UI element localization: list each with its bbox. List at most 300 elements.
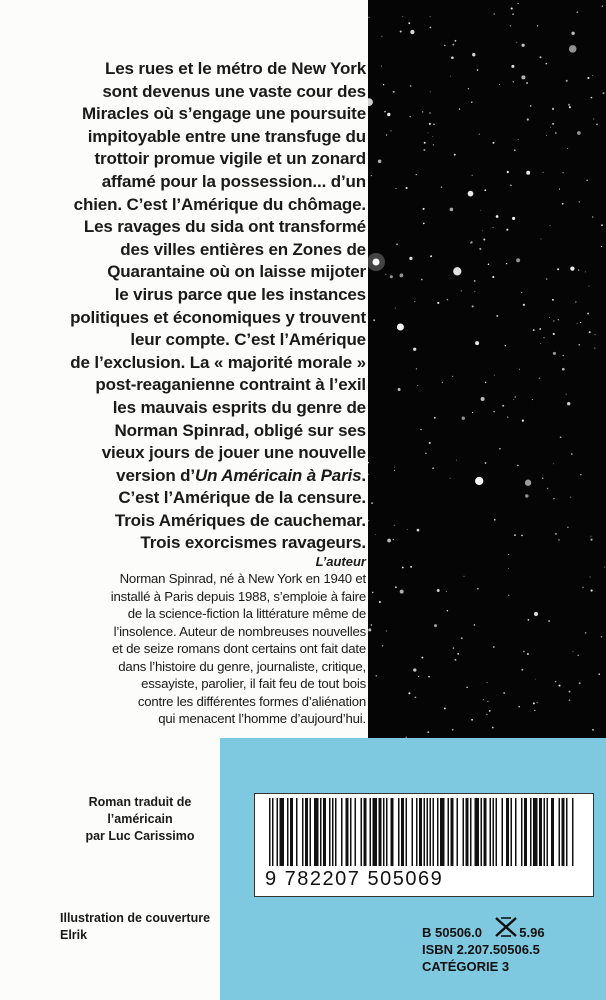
star — [562, 172, 563, 173]
star — [434, 417, 436, 419]
barcode-bar — [401, 798, 404, 866]
star — [588, 286, 589, 287]
bio-line: Norman Spinrad, né à New York en 1940 et — [119, 571, 366, 586]
barcode-bar — [572, 798, 574, 866]
blurb-line-text: Trois Amériques de cauchemar. — [114, 510, 366, 530]
barcode-bar — [424, 798, 426, 866]
star — [503, 692, 505, 694]
star — [527, 619, 529, 621]
star — [568, 104, 570, 106]
barcode-bar — [364, 798, 367, 866]
blurb-line — [40, 261, 366, 284]
star — [459, 108, 460, 109]
star — [408, 22, 410, 24]
barcode-bar — [539, 798, 542, 866]
star — [468, 88, 469, 89]
blurb-line — [40, 487, 366, 510]
star — [489, 710, 491, 712]
barcode-bar — [332, 798, 334, 866]
barcode — [254, 793, 594, 897]
star — [569, 106, 571, 108]
star — [429, 442, 431, 444]
star — [598, 673, 600, 675]
star — [494, 375, 495, 376]
blurb-line-text: affamé pour la possession... d’un — [101, 171, 366, 191]
star — [589, 331, 591, 333]
star — [368, 474, 369, 475]
star — [492, 276, 494, 278]
barcode-bar — [547, 798, 549, 866]
star — [408, 692, 410, 694]
star — [450, 478, 451, 479]
star — [601, 224, 603, 226]
star — [483, 239, 485, 241]
star — [578, 344, 580, 346]
star — [569, 691, 571, 693]
barcode-bar — [373, 798, 378, 866]
star — [543, 337, 544, 338]
star — [381, 36, 382, 37]
star — [472, 305, 474, 307]
barcode-bar — [406, 798, 408, 866]
blurb-line — [40, 81, 366, 104]
blurb-line-text: les mauvais esprits du genre de — [112, 397, 366, 417]
star — [378, 160, 382, 164]
star — [484, 189, 486, 191]
barcode-bar — [346, 798, 349, 866]
star — [386, 630, 387, 631]
star — [507, 417, 508, 418]
star — [592, 75, 593, 76]
star — [475, 341, 479, 345]
star — [547, 488, 548, 489]
star — [553, 352, 556, 355]
star — [420, 429, 421, 430]
star — [471, 102, 472, 103]
blurb-line-text: le virus parce que les instances — [114, 284, 366, 304]
barcode-bar — [412, 798, 414, 866]
star — [432, 467, 434, 469]
star — [394, 525, 395, 526]
star — [472, 412, 473, 413]
star — [550, 225, 551, 226]
price-codes — [422, 924, 582, 975]
blurb-line — [40, 374, 366, 397]
star — [577, 131, 581, 135]
star — [516, 42, 517, 43]
star — [502, 405, 504, 407]
barcode-bar — [562, 798, 565, 866]
star — [385, 274, 386, 275]
star — [393, 91, 395, 93]
star — [541, 238, 542, 239]
blurb-line-text: Quarantaine où on laisse mijoter — [107, 262, 366, 282]
star — [373, 319, 375, 321]
star — [601, 246, 602, 247]
star — [505, 345, 506, 346]
star — [487, 701, 488, 702]
star — [472, 175, 473, 176]
barcode-bar — [398, 798, 400, 866]
blurb-line-suffix: . — [361, 465, 366, 485]
star — [413, 668, 416, 671]
star — [514, 534, 516, 536]
star — [513, 399, 514, 400]
star — [592, 729, 594, 731]
star — [595, 334, 596, 335]
star — [579, 682, 581, 684]
barcode-bar — [341, 798, 343, 866]
star — [387, 539, 391, 543]
star — [552, 108, 554, 110]
star — [526, 82, 528, 84]
star — [368, 17, 369, 18]
star — [402, 16, 403, 17]
star — [455, 40, 457, 42]
illustration-line-1: Illustration de couverture — [60, 911, 211, 925]
barcode-bar — [475, 798, 480, 866]
star — [591, 97, 593, 99]
star — [486, 714, 487, 715]
barcode-bar — [440, 798, 445, 866]
barcode-bars — [263, 798, 583, 868]
blurb-line-text: trottoir promue vigile et un zonard — [94, 149, 366, 169]
star — [592, 216, 593, 217]
star — [508, 595, 509, 596]
star — [492, 727, 494, 729]
star — [559, 189, 560, 190]
star — [558, 539, 560, 541]
star — [417, 529, 420, 532]
star — [555, 533, 557, 535]
star — [571, 32, 574, 35]
star — [400, 30, 402, 32]
star — [430, 27, 432, 29]
star — [527, 118, 529, 120]
star — [397, 323, 404, 330]
star — [430, 16, 431, 17]
star — [422, 111, 423, 112]
barcode-bar — [350, 798, 352, 866]
star — [512, 217, 515, 220]
blurb-line — [40, 307, 366, 330]
barcode-bar — [287, 798, 289, 866]
blurb-line-text: leur compte. C’est l’Amérique — [130, 330, 366, 350]
star — [532, 399, 533, 400]
barcode-bar — [379, 798, 382, 866]
barcode-bar — [386, 798, 388, 866]
barcode-bar — [490, 798, 492, 866]
bio-line: dans l’histoire du genre, journaliste, critique, — [118, 658, 366, 674]
star — [384, 111, 386, 113]
star — [558, 319, 559, 320]
barcode-bar — [493, 798, 495, 866]
star — [474, 624, 476, 626]
code-price: 5.96 — [519, 925, 545, 940]
star — [407, 529, 408, 530]
barcode-bar — [329, 798, 331, 866]
bio-line: qui menacent l’homme d’aujourd’hui. — [158, 711, 366, 726]
blurb-line-text: Miracles où s’engage une poursuite — [82, 104, 366, 124]
star — [562, 368, 565, 371]
blurb-line-text: politiques et économiques y trouvent — [70, 307, 366, 327]
star — [521, 669, 523, 671]
star — [386, 134, 387, 135]
star — [530, 105, 532, 107]
barcode-bar — [383, 798, 385, 866]
bright-star — [373, 259, 380, 266]
star — [535, 679, 536, 680]
star — [483, 699, 484, 700]
star — [586, 179, 588, 181]
star — [493, 411, 494, 412]
star — [590, 577, 591, 578]
star — [521, 292, 522, 293]
star — [437, 302, 439, 304]
star — [382, 645, 383, 646]
barcode-bar — [302, 798, 304, 866]
star — [525, 494, 528, 497]
barcode-bar — [551, 798, 554, 866]
barcode-bar — [391, 798, 394, 866]
star — [603, 92, 605, 94]
star — [590, 539, 592, 541]
star — [601, 636, 603, 638]
star — [475, 477, 483, 485]
star — [566, 394, 567, 395]
star — [572, 651, 573, 652]
star — [525, 480, 531, 486]
star — [468, 191, 474, 197]
star — [450, 76, 451, 77]
author-bio — [40, 570, 366, 728]
star — [457, 653, 459, 655]
star — [371, 624, 372, 625]
barcode-bar — [544, 798, 546, 866]
star — [562, 355, 564, 357]
barcode-bar — [305, 798, 308, 866]
barcode-bar — [430, 798, 432, 866]
bio-line: installé à Paris depuis 1988, s’emploie à faire — [110, 588, 366, 604]
star — [521, 44, 524, 47]
star — [472, 53, 475, 56]
barcode-bar — [320, 798, 322, 866]
blurb-line — [40, 329, 366, 352]
blurb-line — [40, 352, 366, 375]
blurb-line — [40, 397, 366, 420]
barcode-bar — [370, 798, 372, 866]
star — [516, 258, 520, 262]
star — [391, 130, 392, 131]
barcode-bar — [559, 798, 561, 866]
star — [539, 328, 541, 330]
star — [496, 315, 498, 317]
star — [383, 84, 384, 85]
star — [474, 291, 475, 292]
star — [569, 45, 577, 53]
star — [482, 230, 483, 231]
star — [543, 172, 544, 173]
star — [540, 343, 541, 344]
star — [416, 174, 417, 175]
star — [553, 333, 555, 335]
star — [402, 567, 404, 569]
blurb-line-text: Norman Spinrad, obligé sur ses — [114, 420, 366, 440]
blurb-line-text: vieux jours de jouer une nouvelle — [101, 443, 366, 463]
star — [552, 299, 554, 301]
star — [523, 651, 525, 653]
star — [533, 702, 535, 704]
star — [515, 396, 516, 397]
barcode-bar — [355, 798, 357, 866]
star — [441, 186, 443, 188]
barcode-bar — [466, 798, 469, 866]
barcode-bar — [521, 798, 523, 866]
star — [562, 203, 564, 205]
blurb-line — [40, 442, 366, 465]
star — [577, 323, 578, 324]
star — [585, 632, 587, 634]
star — [552, 123, 554, 125]
blurb-line — [40, 284, 366, 307]
star — [477, 69, 479, 71]
star — [425, 453, 426, 454]
barcode-bar — [269, 798, 271, 866]
star — [387, 113, 390, 116]
star — [569, 699, 571, 701]
star — [578, 269, 579, 270]
star — [508, 568, 509, 569]
blurb-line — [40, 148, 366, 171]
star — [456, 460, 457, 461]
blurb-line — [40, 532, 366, 555]
illustration-line-2: Elrik — [60, 928, 88, 942]
blurb-line — [40, 420, 366, 443]
author-heading: L’auteur — [315, 554, 366, 569]
barcode-bar — [419, 798, 422, 866]
star — [499, 84, 500, 85]
blurb-line — [40, 510, 366, 533]
star — [424, 142, 426, 144]
barcode-bar — [484, 798, 487, 866]
star — [518, 139, 519, 140]
barcode-bar — [277, 798, 279, 866]
barcode-bar — [335, 798, 337, 866]
star — [518, 3, 519, 4]
star — [471, 719, 473, 721]
star — [452, 376, 453, 377]
star — [521, 535, 523, 537]
barcode-bar — [481, 798, 483, 866]
star — [485, 382, 487, 384]
star — [596, 124, 598, 126]
barcode-bar — [448, 798, 450, 866]
star — [433, 144, 434, 145]
star — [447, 610, 448, 611]
star — [409, 257, 412, 260]
star — [593, 118, 594, 119]
star — [450, 208, 454, 212]
star — [534, 612, 538, 616]
star — [580, 322, 581, 323]
blurb-text — [40, 58, 366, 555]
star — [452, 729, 454, 731]
star — [451, 56, 454, 59]
star — [368, 628, 371, 631]
barcode-bar — [290, 798, 293, 866]
barcode-digits: 9 782207 505069 — [265, 868, 444, 890]
barcode-bar — [470, 798, 472, 866]
star — [368, 520, 369, 521]
book-title-italic: Un Américain à Paris — [194, 465, 362, 485]
star — [519, 369, 520, 370]
star — [510, 185, 512, 187]
star — [488, 264, 490, 266]
category: CATÉGORIE 3 — [422, 959, 510, 974]
star — [444, 45, 446, 47]
code-row-1 — [422, 924, 582, 941]
star — [510, 25, 511, 26]
bio-line: de la science-fiction la littérature même de — [127, 606, 366, 621]
star — [548, 620, 550, 622]
star — [560, 436, 562, 438]
star — [415, 696, 417, 698]
star — [434, 624, 437, 627]
star — [462, 417, 465, 420]
star — [452, 44, 454, 46]
star — [410, 116, 411, 117]
star — [413, 348, 416, 351]
blurb-line-text: version d’ — [116, 465, 195, 485]
star — [444, 707, 446, 709]
star — [493, 227, 494, 228]
star — [481, 397, 485, 401]
star — [430, 91, 431, 92]
star — [507, 171, 509, 173]
star — [423, 208, 425, 210]
barcode-bar — [323, 798, 326, 866]
star — [400, 590, 404, 594]
star — [604, 567, 605, 568]
star — [537, 702, 538, 703]
blurb-line — [40, 58, 366, 81]
star — [423, 223, 425, 225]
star — [537, 25, 538, 26]
code-left: B 50506.0 — [422, 925, 482, 940]
star — [546, 278, 548, 280]
star — [550, 127, 551, 128]
star — [540, 56, 542, 58]
star — [390, 275, 393, 278]
blurb-line-text: impitoyable entre une transfuge du — [87, 126, 366, 146]
star — [410, 30, 414, 34]
blurb-line-text: des villes entières en Zones de — [120, 239, 366, 259]
star — [446, 591, 447, 592]
star — [511, 7, 513, 9]
star — [437, 589, 440, 592]
star — [580, 474, 581, 475]
star — [418, 676, 419, 677]
star — [534, 710, 535, 711]
star — [485, 462, 487, 464]
barcode-bar — [524, 798, 527, 866]
blurb-line — [40, 465, 366, 488]
barcode-bar — [272, 798, 274, 866]
star — [461, 290, 462, 291]
star — [494, 519, 496, 521]
blurb-line-text: chien. C’est l’Amérique du chômage. — [73, 194, 366, 214]
star — [553, 320, 554, 321]
